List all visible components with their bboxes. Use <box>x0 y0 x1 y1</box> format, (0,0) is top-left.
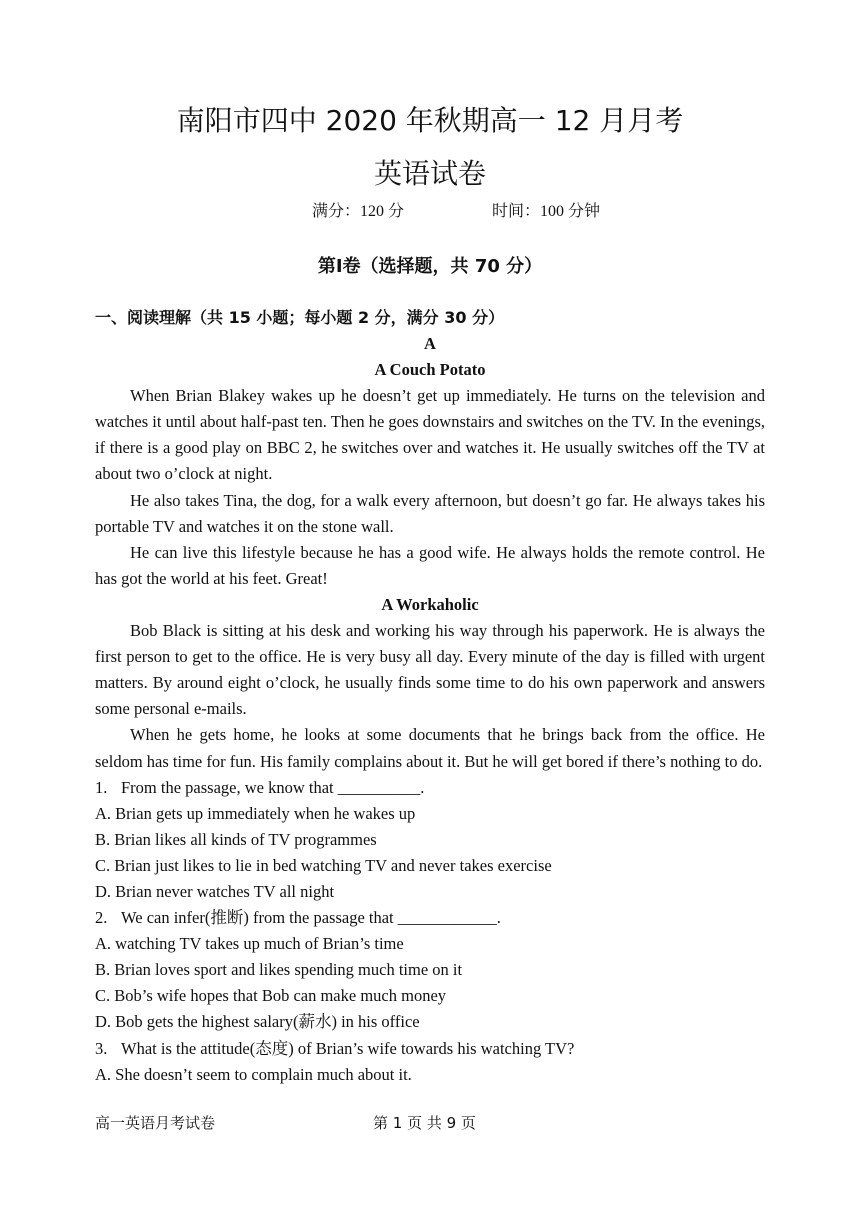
question-stem: What is the attitude(态度) of Brian’s wife towards his watching TV? <box>121 1038 575 1058</box>
passage-heading-workaholic: A Workaholic <box>381 594 479 614</box>
passage-label: A <box>424 334 436 353</box>
answer-option: A. She doesn’t seem to complain much about it. <box>95 1064 412 1084</box>
answer-option: A. Brian gets up immediately when he wakes up <box>95 803 416 823</box>
answer-option: C. Brian just likes to lie in bed watching TV and never takes exercise <box>95 855 552 875</box>
paragraph: He can live this lifestyle because he has a good wife. He always holds the remote control. He has got the world at his feet. Great! <box>95 542 765 588</box>
paragraph: Bob Black is sitting at his desk and working his way through his paperwork. He is always the first person to get to the office. He is very busy all day. Every minute of the day is filled with urgent matters. By around eight o’clock, he usually finds some time to do his own paperwork and answers some personal e-mails. <box>95 621 765 719</box>
question-number: 3. <box>95 1038 108 1058</box>
exam-subtitle: 英语试卷 <box>373 157 486 190</box>
exam-time: 时间：100 分钟 <box>492 203 601 220</box>
answer-option: B. Brian loves sport and likes spending much time on it <box>95 960 463 980</box>
answer-option: D. Brian never watches TV all night <box>95 881 335 901</box>
question <box>95 775 765 801</box>
footer-exam-name: 高一英语月考试卷 <box>95 1114 216 1132</box>
question-number: 2. <box>95 908 108 928</box>
question <box>95 1036 765 1062</box>
question-stem: From the passage, we know that __________. <box>121 777 425 797</box>
paragraph: He also takes Tina, the dog, for a walk every afternoon, but doesn’t go far. He always takes his portable TV and watches it on the stone wall. <box>95 490 765 536</box>
paragraph: When Brian Blakey wakes up he doesn’t get up immediately. He turns on the television and watches it until about half-past ten. Then he goes downstairs and switches on the TV. In the evenings, if there is a good play on BBC 2, he switches over and watches it. He usually switches off the TV at about two o’clock at night. <box>95 386 765 484</box>
exam-content <box>95 331 765 1088</box>
full-score: 满分：120 分 <box>312 203 405 220</box>
page-number: 第 1 页 共 9 页 <box>373 1114 476 1132</box>
passage-heading-couch-potato: A Couch Potato <box>374 360 486 380</box>
answer-option: D. Bob gets the highest salary(薪水) in his office <box>95 1012 420 1032</box>
question <box>95 905 765 931</box>
part-title: 第Ⅰ卷（选择题，共 70 分） <box>317 256 543 277</box>
answer-option: A. watching TV takes up much of Brian’s time <box>95 934 404 954</box>
paragraph: When he gets home, he looks at some documents that he brings back from the office. He seldom has time for fun. His family complains about it. But he will get bored if there’s nothing to do. <box>95 725 765 771</box>
answer-option: B. Brian likes all kinds of TV programmes <box>95 829 377 849</box>
exam-title: 南阳市四中 2020 年秋期高一 12 月月考 <box>176 104 684 137</box>
section-title: 一、阅读理解（共 15 小题；每小题 2 分，满分 30 分） <box>95 308 505 327</box>
question-stem: We can infer(推断) from the passage that ____________. <box>121 908 501 928</box>
question-number: 1. <box>95 777 108 797</box>
answer-option: C. Bob’s wife hopes that Bob can make much money <box>95 986 447 1006</box>
